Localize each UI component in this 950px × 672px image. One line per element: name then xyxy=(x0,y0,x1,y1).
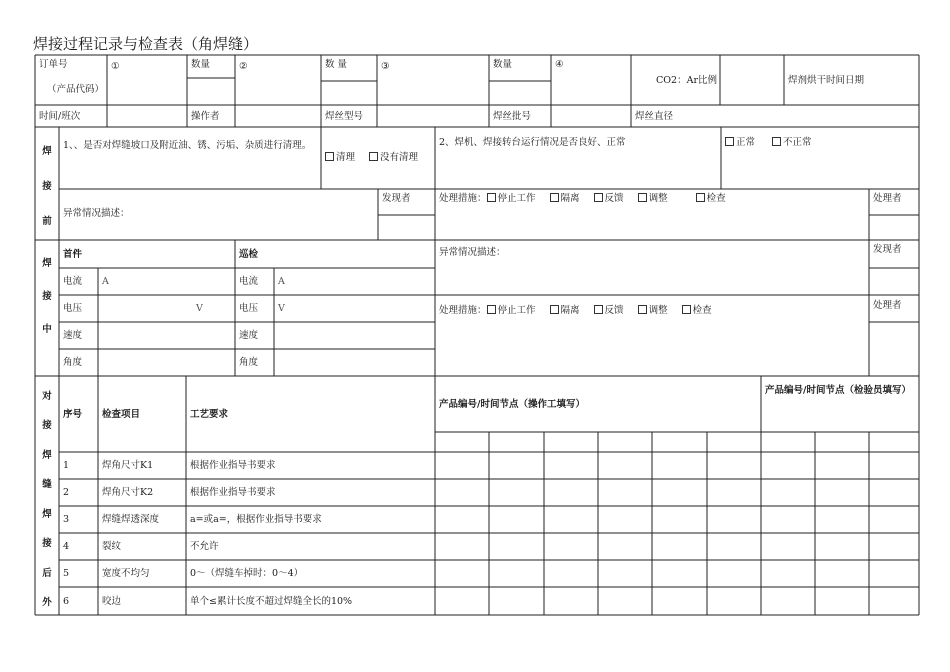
option-label: 停止工作 xyxy=(497,193,536,204)
mid-handler-label: 处理者 xyxy=(873,300,902,311)
checkbox-icon[interactable] xyxy=(772,137,781,146)
side-char: 焊 xyxy=(42,257,52,269)
option-label: 没有清理 xyxy=(380,151,419,163)
abnormal-option[interactable] xyxy=(772,137,812,148)
slot-1-label: ① xyxy=(111,61,120,72)
checkbox-icon[interactable] xyxy=(550,305,559,314)
wire-model-label: 焊丝型号 xyxy=(325,110,364,122)
first-piece-label: 首件 xyxy=(63,248,83,260)
pre-handling-measures xyxy=(435,189,869,208)
col-inspector-fill: 产品编号/时间节点（检验员填写） xyxy=(765,385,911,396)
adjust-option[interactable] xyxy=(638,192,668,205)
side-char: 后 xyxy=(42,567,52,579)
pre-weld-side-label xyxy=(35,133,59,237)
handling-label: 处理措施： xyxy=(439,304,487,316)
option-label: 检查 xyxy=(692,304,712,316)
side-char: 外 xyxy=(42,597,52,609)
pre-abnormal-desc-label: 异常情况描述： xyxy=(63,207,130,219)
option-label: 调整 xyxy=(648,193,668,204)
side-char: 接 xyxy=(42,538,52,550)
side-char: 对 xyxy=(42,390,52,402)
row-no: 3 xyxy=(63,514,70,525)
patrol-inspection-label: 巡检 xyxy=(239,248,259,260)
side-char: 前 xyxy=(42,215,52,227)
mid-finder-label: 发现者 xyxy=(873,244,902,255)
row-item: 裂纹 xyxy=(102,541,122,552)
isolate-option[interactable] xyxy=(550,304,580,317)
side-char: 焊 xyxy=(42,508,52,520)
row-no: 6 xyxy=(63,595,70,607)
first-current-unit: A xyxy=(102,276,109,287)
option-label: 隔离 xyxy=(560,304,580,316)
checkbox-icon[interactable] xyxy=(487,305,496,314)
check-option[interactable] xyxy=(696,193,726,204)
option-label: 反馈 xyxy=(604,304,624,316)
time-shift-label: 时间/班次 xyxy=(39,110,81,122)
side-char: 接 xyxy=(42,420,52,432)
patrol-angle-label: 角度 xyxy=(239,357,259,368)
checkbox-icon[interactable] xyxy=(325,152,334,161)
patrol-voltage-label: 电压 xyxy=(239,303,259,314)
row-requirement: 根据作业指导书要求 xyxy=(190,460,276,471)
slot-2-label: ② xyxy=(239,61,248,72)
qty-1-label: 数量 xyxy=(191,59,211,70)
option-label: 不正常 xyxy=(783,137,812,148)
checkbox-icon[interactable] xyxy=(487,193,496,202)
side-char: 接 xyxy=(42,290,52,302)
first-voltage-unit: V xyxy=(196,303,203,314)
not-clean-option[interactable] xyxy=(369,151,418,164)
isolate-option[interactable] xyxy=(550,192,580,205)
first-voltage-label: 电压 xyxy=(63,303,83,314)
qty-2-label: 数 量 xyxy=(325,59,348,70)
patrol-current-unit: A xyxy=(278,276,285,287)
stop-work-option[interactable] xyxy=(487,192,536,205)
option-label: 清理 xyxy=(336,151,356,163)
order-label: 订单号 xyxy=(39,59,68,70)
option-label: 反馈 xyxy=(604,193,624,204)
row-requirement: 不允许 xyxy=(190,541,219,552)
option-label: 隔离 xyxy=(560,193,580,204)
operator-label: 操作者 xyxy=(191,110,220,122)
row-item: 焊缝焊透深度 xyxy=(102,514,160,525)
side-char: 接 xyxy=(42,180,52,192)
row-no: 1 xyxy=(63,460,70,471)
clean-option[interactable] xyxy=(325,151,355,164)
patrol-voltage-unit: V xyxy=(278,303,285,314)
check-option[interactable] xyxy=(682,304,712,317)
checkbox-icon[interactable] xyxy=(369,152,378,161)
mid-abnormal-desc-label: 异常情况描述： xyxy=(439,246,506,258)
pre-q1-options xyxy=(321,145,435,169)
checkbox-icon[interactable] xyxy=(594,305,603,314)
wire-batch-label: 焊丝批号 xyxy=(493,110,532,122)
option-label: 调整 xyxy=(648,304,668,316)
row-no: 2 xyxy=(63,487,70,498)
handling-label: 处理措施： xyxy=(439,193,487,204)
option-label: 正常 xyxy=(736,137,756,148)
row-item: 咬边 xyxy=(102,595,122,607)
row-no: 4 xyxy=(63,541,70,552)
pre-finder-label: 发现者 xyxy=(382,193,411,204)
option-label: 停止工作 xyxy=(497,304,536,316)
checkbox-icon[interactable] xyxy=(594,193,603,202)
pre-handler-label: 处理者 xyxy=(873,193,902,204)
page-title: 焊接过程记录与检查表（角焊缝） xyxy=(33,35,259,53)
row-requirement: 根据作业指导书要求 xyxy=(190,487,276,498)
col-process-requirement: 工艺要求 xyxy=(190,408,229,420)
first-speed-label: 速度 xyxy=(63,330,83,341)
slot-4-label: ④ xyxy=(555,59,564,70)
row-no: 5 xyxy=(63,568,70,579)
row-requirement: 单个≤累计长度不超过焊缝全长的10% xyxy=(190,595,353,607)
col-serial-number: 序号 xyxy=(63,408,83,420)
side-char: 焊 xyxy=(42,449,52,461)
row-item: 宽度不均匀 xyxy=(102,568,150,579)
feedback-option[interactable] xyxy=(594,304,624,317)
row-item: 焊角尺寸K2 xyxy=(102,487,154,498)
side-char: 中 xyxy=(42,324,52,336)
checkbox-icon[interactable] xyxy=(696,193,705,202)
checkbox-icon[interactable] xyxy=(638,305,647,314)
normal-option[interactable] xyxy=(725,136,755,149)
checkbox-icon[interactable] xyxy=(550,193,559,202)
first-angle-label: 角度 xyxy=(63,357,83,368)
product-code-label: （产品代码） xyxy=(47,84,105,95)
flux-dry-date-label: 焊剂烘干时间日期 xyxy=(788,74,865,86)
checkbox-icon[interactable] xyxy=(725,137,734,146)
gas-ratio-label: CO2：Ar比例 xyxy=(656,74,718,86)
post-weld-side-label xyxy=(35,380,59,616)
order-number-label xyxy=(35,55,107,105)
row-item: 焊角尺寸K1 xyxy=(102,460,154,471)
col-operator-fill: 产品编号/时间节点（操作工填写） xyxy=(439,398,585,410)
checkbox-icon[interactable] xyxy=(638,193,647,202)
mid-handling-measures xyxy=(435,296,869,324)
checkbox-icon[interactable] xyxy=(682,305,691,314)
row-requirement: 0～（焊缝车掉时：0～4） xyxy=(190,568,304,579)
wire-diameter-label: 焊丝直径 xyxy=(635,110,674,122)
side-char: 焊 xyxy=(42,146,52,158)
slot-3-label: ③ xyxy=(381,61,390,72)
pre-q2-options xyxy=(721,133,831,152)
first-current-label: 电流 xyxy=(63,276,83,287)
adjust-option[interactable] xyxy=(638,304,668,317)
col-inspection-item: 检查项目 xyxy=(102,408,141,420)
row-requirement: a=或a=，根据作业指导书要求 xyxy=(190,514,322,525)
pre-question-1: 1、、是否对焊缝坡口及附近油、锈、污垢、杂质进行清理。 xyxy=(63,140,312,151)
pre-question-2: 2、焊机、焊接转台运行情况是否良好、正常 xyxy=(439,137,626,148)
qty-3-label: 数量 xyxy=(493,59,513,70)
patrol-current-label: 电流 xyxy=(239,276,259,287)
side-char: 缝 xyxy=(42,479,52,491)
feedback-option[interactable] xyxy=(594,192,624,205)
option-label: 检查 xyxy=(706,193,726,204)
mid-weld-side-label xyxy=(35,245,59,345)
stop-work-option[interactable] xyxy=(487,304,536,317)
patrol-speed-label: 速度 xyxy=(239,330,259,341)
